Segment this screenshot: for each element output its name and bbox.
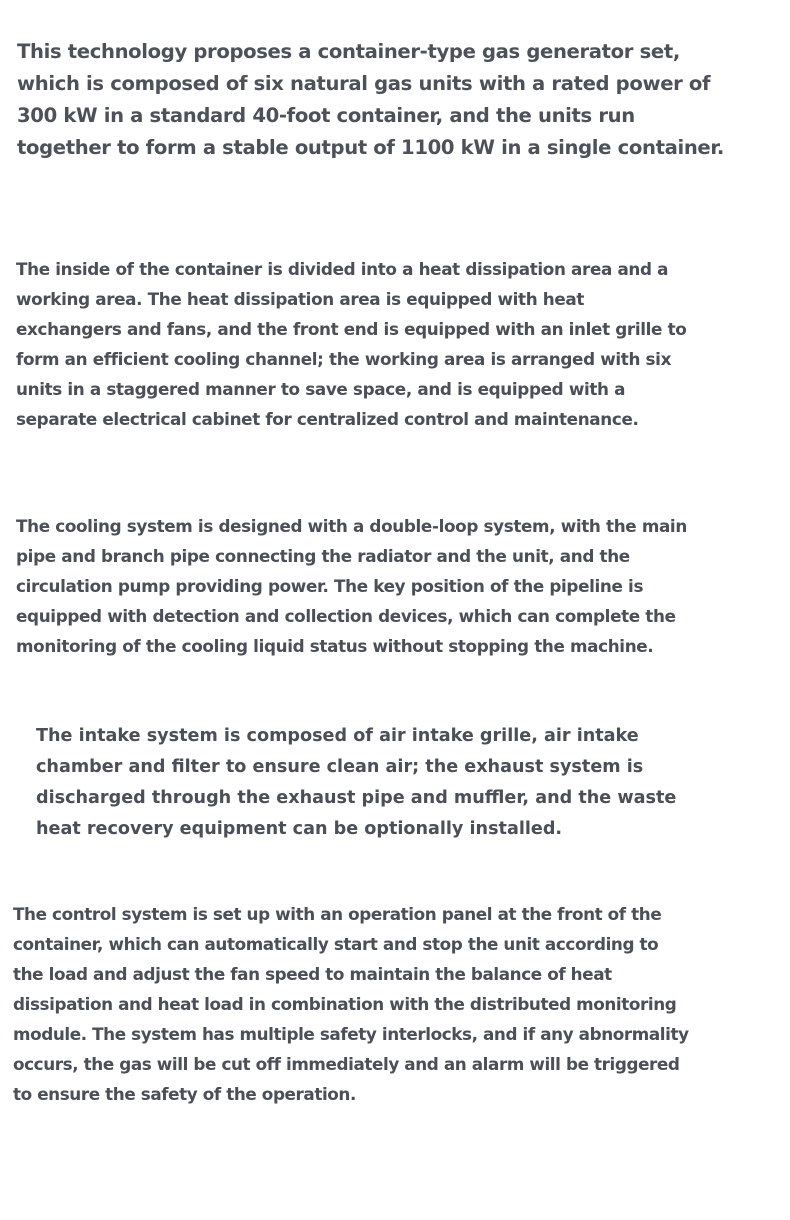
text-line: equipped with detection and collection devices, which can complete the xyxy=(16,606,676,626)
text-line: The intake system is composed of air intake grille, air intake xyxy=(36,726,639,746)
text-line: This technology proposes a container-type gas generator set, xyxy=(17,40,680,63)
paragraph-container-layout xyxy=(16,254,686,434)
text-line: units in a staggered manner to save space, and is equipped with a xyxy=(16,379,626,399)
text-line: chamber and filter to ensure clean air; the exhaust system is xyxy=(36,757,644,777)
paragraph-control-system xyxy=(13,899,689,1109)
paragraph-cooling-system xyxy=(16,511,687,661)
text-line: heat recovery equipment can be optionally installed. xyxy=(36,819,563,839)
text-line: container, which can automatically start and stop the unit according to xyxy=(13,934,659,954)
paragraph-intake-exhaust xyxy=(36,721,676,845)
text-line: together to form a stable output of 1100 kW in a single container. xyxy=(17,136,724,159)
paragraph-overview xyxy=(17,36,724,164)
text-line: module. The system has multiple safety interlocks, and if any abnormality xyxy=(13,1024,689,1044)
text-line: The control system is set up with an operation panel at the front of the xyxy=(13,904,662,924)
text-line: discharged through the exhaust pipe and muffler, and the waste xyxy=(36,788,677,808)
text-line: occurs, the gas will be cut off immediately and an alarm will be triggered xyxy=(13,1054,680,1074)
text-line: exchangers and fans, and the front end is equipped with an inlet grille to xyxy=(16,319,687,339)
text-line: working area. The heat dissipation area is equipped with heat xyxy=(16,289,585,309)
text-line: monitoring of the cooling liquid status without stopping the machine. xyxy=(16,636,654,656)
text-line: dissipation and heat load in combination with the distributed monitoring xyxy=(13,994,677,1014)
text-line: separate electrical cabinet for centralized control and maintenance. xyxy=(16,409,639,429)
text-line: which is composed of six natural gas units with a rated power of xyxy=(17,72,711,95)
text-line: The inside of the container is divided into a heat dissipation area and a xyxy=(16,259,669,279)
text-line: the load and adjust the fan speed to maintain the balance of heat xyxy=(13,964,612,984)
text-line: The cooling system is designed with a double-loop system, with the main xyxy=(16,516,687,536)
text-line: circulation pump providing power. The key position of the pipeline is xyxy=(16,576,644,596)
text-line: form an efficient cooling channel; the working area is arranged with six xyxy=(16,349,672,369)
text-line: pipe and branch pipe connecting the radiator and the unit, and the xyxy=(16,546,630,566)
text-line: to ensure the safety of the operation. xyxy=(13,1084,356,1104)
text-line: 300 kW in a standard 40-foot container, and the units run xyxy=(17,104,635,127)
